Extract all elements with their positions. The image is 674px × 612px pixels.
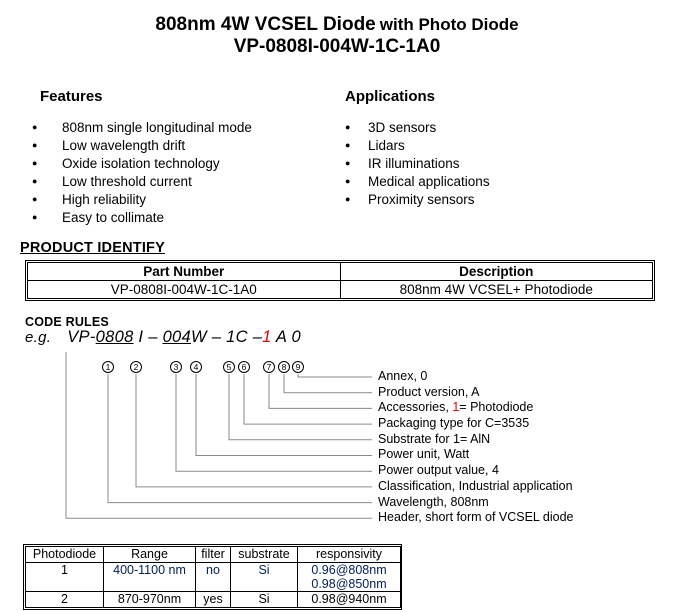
part-number-header: Part Number [28, 263, 341, 281]
code-power-segment: 004 [162, 328, 191, 346]
circled-number-5: 5 [223, 361, 235, 373]
description-cell: 808nm 4W VCSEL+ Photodiode [340, 281, 653, 299]
code-class-segment: I – [133, 328, 163, 346]
title-main: 808nm 4W VCSEL Diode [155, 14, 376, 35]
page-title [0, 14, 674, 58]
applications-list [345, 118, 490, 208]
responsivity-header: responsivity [298, 547, 401, 563]
filter-cell: yes [196, 592, 231, 608]
code-tail-segment: A 0 [271, 328, 301, 346]
bullet-icon: ● [32, 212, 38, 222]
bullet-icon: ● [32, 176, 38, 186]
circled-number-2: 2 [130, 361, 142, 373]
bullet-icon: ● [32, 194, 38, 204]
feature-item-label: Easy to collimate [62, 209, 165, 225]
feature-item [32, 154, 252, 172]
photodiode-cell: 1 [26, 563, 104, 592]
feature-item [32, 118, 252, 136]
circled-number-3: 3 [170, 361, 182, 373]
table-row [26, 563, 401, 592]
wavelength-label: Wavelength, 808nm [378, 494, 489, 509]
accessories-label-post: = Photodiode [459, 400, 534, 415]
substrate-header: substrate [231, 547, 298, 563]
product-identify-table [25, 260, 655, 301]
circled-number-8: 8 [278, 361, 290, 373]
accessories-label-pre: Accessories, [378, 400, 453, 415]
bullet-icon: ● [32, 122, 38, 132]
substrate-cell: Si [231, 592, 298, 608]
range-header: Range [104, 547, 196, 563]
code-header-segment: VP- [67, 328, 96, 346]
product-identify-heading: PRODUCT IDENTIFY [20, 240, 165, 256]
table-header-row [26, 547, 401, 563]
responsivity-cell: 0.98@940nm [298, 592, 401, 608]
bullet-icon: ● [345, 140, 351, 150]
circled-number-4: 4 [190, 361, 202, 373]
circled-number-1: 1 [102, 361, 114, 373]
application-item [345, 118, 490, 136]
code-tree-labels [378, 369, 573, 526]
application-item-label: Lidars [368, 137, 405, 153]
code-accessory-segment: 1 [262, 328, 272, 346]
table-row [26, 592, 401, 608]
features-section [32, 88, 252, 226]
title-line1 [0, 14, 674, 36]
application-item-label: Proximity sensors [368, 191, 475, 207]
accessories-label [378, 400, 573, 416]
application-item [345, 190, 490, 208]
feature-item-label: 808nm single longitudinal mode [62, 119, 252, 135]
applications-heading: Applications [345, 88, 436, 105]
bullet-icon: ● [345, 194, 351, 204]
range-cell: 400-1100 nm [104, 563, 196, 592]
packaging-label: Packaging type for C=3535 [378, 416, 530, 431]
filter-cell: no [196, 563, 231, 592]
code-mid-segment: W – 1C – [191, 328, 263, 346]
feature-item [32, 136, 252, 154]
feature-item [32, 208, 252, 226]
product-version-label: Product version, A [378, 384, 480, 399]
power-output-label: Power output value, 4 [378, 463, 499, 478]
circled-number-7: 7 [263, 361, 275, 373]
accessories-label-highlight: 1 [452, 400, 460, 415]
title-sub: with Photo Diode [379, 15, 519, 34]
table-header-row [28, 263, 653, 281]
description-header: Description [340, 263, 653, 281]
bullet-icon: ● [345, 158, 351, 168]
feature-item-label: Low threshold current [62, 173, 192, 189]
example-prefix: e.g. [25, 329, 52, 346]
part-number-cell: VP-0808I-004W-1C-1A0 [28, 281, 341, 299]
bullet-icon: ● [32, 140, 38, 150]
power-unit-label: Power unit, Watt [378, 447, 470, 462]
substrate-label: Substrate for 1= AlN [378, 431, 491, 446]
application-item-label: 3D sensors [368, 119, 437, 135]
circled-number-6: 6 [238, 361, 250, 373]
feature-item [32, 190, 252, 208]
code-example [25, 328, 301, 347]
application-item-label: Medical applications [368, 173, 490, 189]
features-heading: Features [40, 88, 103, 105]
application-item-label: IR illuminations [368, 155, 460, 171]
header-label: Header, short form of VCSEL diode [378, 510, 574, 525]
title-part-number: VP-0808I-004W-1C-1A0 [233, 36, 441, 57]
substrate-cell: Si [231, 563, 298, 592]
range-cell: 870-970nm [104, 592, 196, 608]
bullet-icon: ● [32, 158, 38, 168]
responsivity-cell [298, 563, 401, 592]
responsivity-line: 0.96@808nm [311, 563, 387, 577]
photodiode-header: Photodiode [26, 547, 104, 563]
bullet-icon: ● [345, 176, 351, 186]
applications-section [345, 88, 490, 208]
application-item [345, 136, 490, 154]
photodiode-cell: 2 [26, 592, 104, 608]
photodiode-table [23, 544, 402, 610]
application-item [345, 154, 490, 172]
application-item [345, 172, 490, 190]
features-list [32, 118, 252, 226]
annex-label: Annex, 0 [378, 369, 428, 383]
circled-number-9: 9 [292, 361, 304, 373]
feature-item-label: High reliability [62, 191, 147, 207]
table-row [28, 281, 653, 299]
bullet-icon: ● [345, 122, 351, 132]
filter-header: filter [196, 547, 231, 563]
code-wavelength-segment: 0808 [95, 328, 134, 346]
feature-item [32, 172, 252, 190]
code-rules-heading: CODE RULES [25, 315, 109, 329]
feature-item-label: Low wavelength drift [62, 137, 186, 153]
feature-item-label: Oxide isolation technology [62, 155, 220, 171]
classification-label: Classification, Industrial application [378, 478, 573, 493]
responsivity-line: 0.98@850nm [311, 577, 387, 591]
